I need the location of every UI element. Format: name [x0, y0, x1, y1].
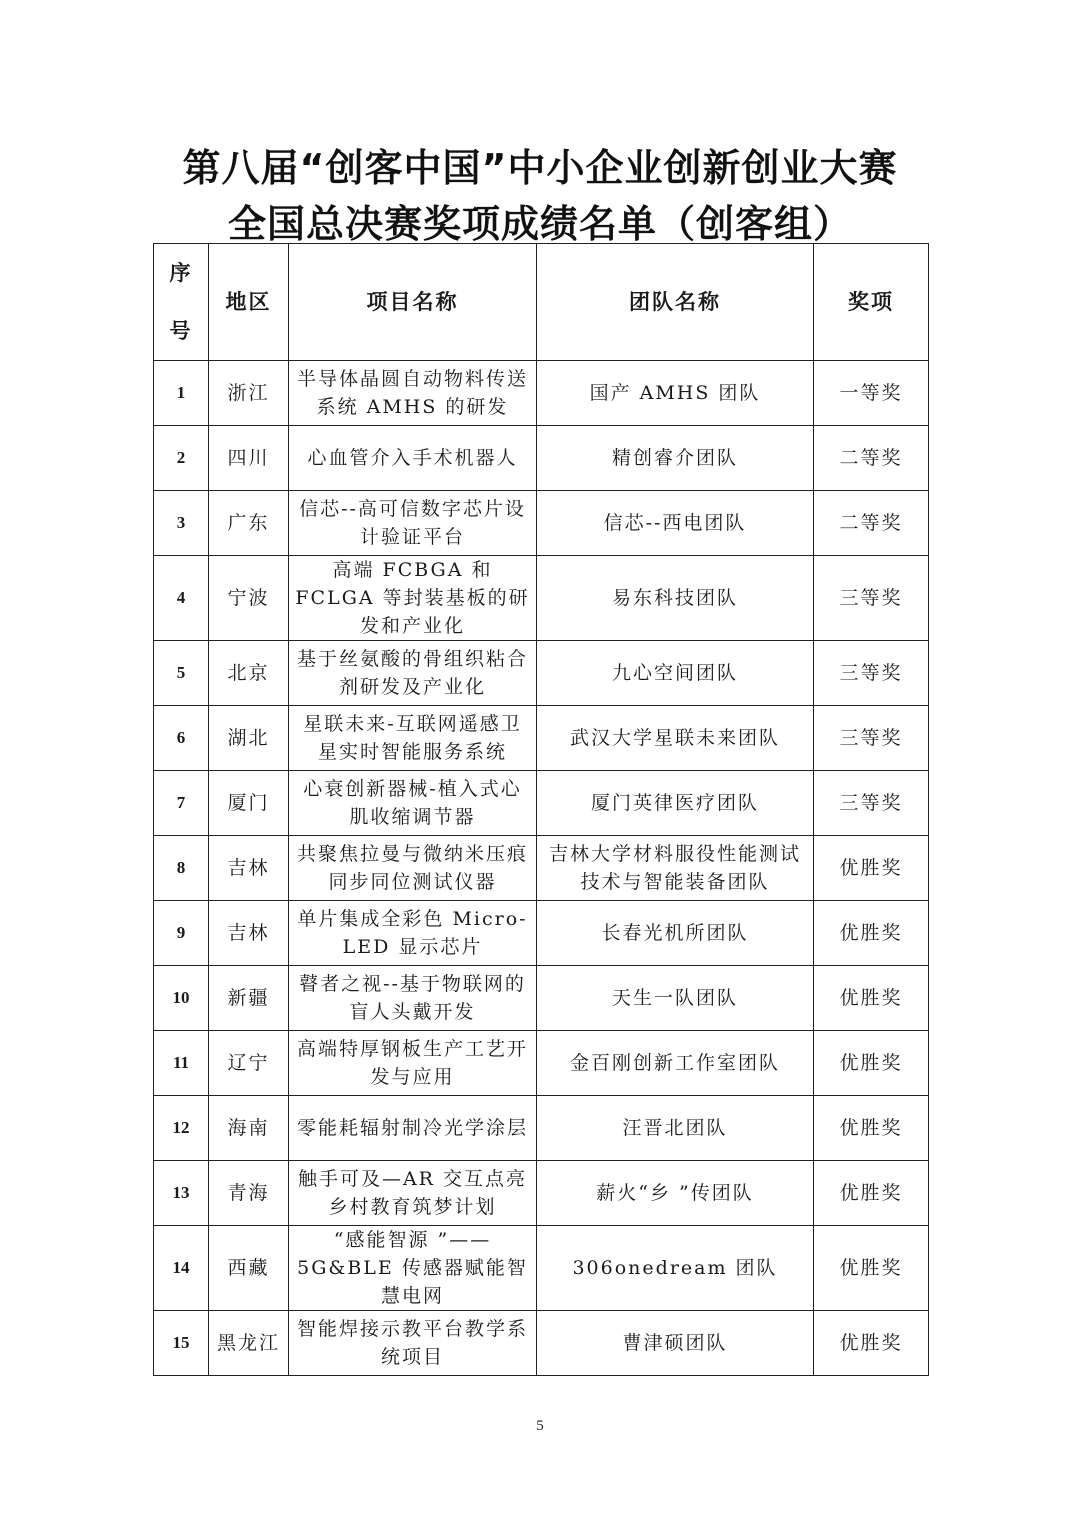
row-award: 二等奖	[814, 426, 929, 491]
row-award: 二等奖	[814, 491, 929, 556]
table-row	[154, 966, 929, 1031]
row-award: 优胜奖	[814, 836, 929, 901]
row-seq: 6	[154, 706, 209, 771]
table-row	[154, 361, 929, 426]
row-team: 306onedream 团队	[537, 1226, 814, 1311]
row-seq: 9	[154, 901, 209, 966]
row-team: 汪晋北团队	[537, 1096, 814, 1161]
row-project: 单片集成全彩色 Micro-LED 显示芯片	[289, 901, 537, 966]
document-title-line-1: 第八届“创客中国”中小企业创新创业大赛	[182, 146, 898, 190]
row-seq: 1	[154, 361, 209, 426]
table-row	[154, 556, 929, 641]
row-award: 优胜奖	[814, 1161, 929, 1226]
row-project: 高端特厚钢板生产工艺开发与应用	[289, 1031, 537, 1096]
row-seq: 8	[154, 836, 209, 901]
row-region: 四川	[209, 426, 289, 491]
row-region: 湖北	[209, 706, 289, 771]
row-project: 触手可及—AR 交互点亮乡村教育筑梦计划	[289, 1161, 537, 1226]
row-region: 北京	[209, 641, 289, 706]
table-row	[154, 1311, 929, 1376]
row-team: 吉林大学材料服役性能测试技术与智能装备团队	[537, 836, 814, 901]
page-number: 5	[536, 1418, 544, 1434]
row-region: 青海	[209, 1161, 289, 1226]
row-team: 精创睿介团队	[537, 426, 814, 491]
row-team: 国产 AMHS 团队	[537, 361, 814, 426]
table-row	[154, 771, 929, 836]
row-award: 优胜奖	[814, 966, 929, 1031]
row-seq: 4	[154, 556, 209, 641]
row-region: 辽宁	[209, 1031, 289, 1096]
row-team: 金百刚创新工作室团队	[537, 1031, 814, 1096]
table-row	[154, 1226, 929, 1311]
row-award: 优胜奖	[814, 1311, 929, 1376]
row-team: 九心空间团队	[537, 641, 814, 706]
row-project: 瞽者之视--基于物联网的盲人头戴开发	[289, 966, 537, 1031]
row-seq: 3	[154, 491, 209, 556]
row-project: 半导体晶圆自动物料传送系统 AMHS 的研发	[289, 361, 537, 426]
table-row	[154, 1096, 929, 1161]
table-row	[154, 1161, 929, 1226]
row-seq: 2	[154, 426, 209, 491]
row-seq: 5	[154, 641, 209, 706]
row-award: 三等奖	[814, 706, 929, 771]
row-region: 西藏	[209, 1226, 289, 1311]
header-region: 地区	[209, 244, 289, 361]
row-project: 共聚焦拉曼与微纳米压痕同步同位测试仪器	[289, 836, 537, 901]
row-project: 心血管介入手术机器人	[289, 426, 537, 491]
row-award: 优胜奖	[814, 1096, 929, 1161]
row-team: 信芯--西电团队	[537, 491, 814, 556]
row-seq: 15	[154, 1311, 209, 1376]
row-project: 心衰创新器械-植入式心肌收缩调节器	[289, 771, 537, 836]
row-region: 厦门	[209, 771, 289, 836]
row-award: 优胜奖	[814, 901, 929, 966]
row-project: 零能耗辐射制冷光学涂层	[289, 1096, 537, 1161]
row-region: 新疆	[209, 966, 289, 1031]
row-team: 曹津硕团队	[537, 1311, 814, 1376]
row-project: 高端 FCBGA 和 FCLGA 等封装基板的研发和产业化	[289, 556, 537, 641]
header-seq	[154, 244, 209, 361]
row-seq: 11	[154, 1031, 209, 1096]
document-title-line-2: 全国总决赛奖项成绩名单（创客组）	[227, 202, 852, 246]
row-team: 薪火“乡 ”传团队	[537, 1161, 814, 1226]
row-team: 易东科技团队	[537, 556, 814, 641]
row-region: 浙江	[209, 361, 289, 426]
row-project: 智能焊接示教平台教学系统项目	[289, 1311, 537, 1376]
row-seq: 14	[154, 1226, 209, 1311]
table-row	[154, 901, 929, 966]
table-row	[154, 641, 929, 706]
row-team: 武汉大学星联未来团队	[537, 706, 814, 771]
header-project: 项目名称	[289, 244, 537, 361]
row-project: 信芯--高可信数字芯片设计验证平台	[289, 491, 537, 556]
row-seq: 7	[154, 771, 209, 836]
awards-table	[153, 243, 929, 1376]
row-team: 天生一队团队	[537, 966, 814, 1031]
table-row	[154, 426, 929, 491]
table-row	[154, 836, 929, 901]
row-region: 海南	[209, 1096, 289, 1161]
row-award: 三等奖	[814, 771, 929, 836]
row-project: 星联未来-互联网遥感卫星实时智能服务系统	[289, 706, 537, 771]
row-region: 宁波	[209, 556, 289, 641]
row-award: 三等奖	[814, 641, 929, 706]
row-region: 广东	[209, 491, 289, 556]
header-seq-line-1: 序	[169, 260, 193, 285]
row-project: 基于丝氨酸的骨组织粘合剂研发及产业化	[289, 641, 537, 706]
row-team: 厦门英律医疗团队	[537, 771, 814, 836]
row-award: 优胜奖	[814, 1031, 929, 1096]
row-project: “感能智源 ”——5G&BLE 传感器赋能智慧电网	[289, 1226, 537, 1311]
row-region: 黑龙江	[209, 1311, 289, 1376]
header-award: 奖项	[814, 244, 929, 361]
header-seq-line-2: 号	[169, 318, 193, 343]
row-seq: 12	[154, 1096, 209, 1161]
row-seq: 10	[154, 966, 209, 1031]
row-award: 一等奖	[814, 361, 929, 426]
table-header-row	[154, 244, 929, 361]
row-team: 长春光机所团队	[537, 901, 814, 966]
table-row	[154, 491, 929, 556]
table-row	[154, 1031, 929, 1096]
row-region: 吉林	[209, 901, 289, 966]
row-award: 优胜奖	[814, 1226, 929, 1311]
row-award: 三等奖	[814, 556, 929, 641]
table-row	[154, 706, 929, 771]
row-seq: 13	[154, 1161, 209, 1226]
header-team: 团队名称	[537, 244, 814, 361]
row-region: 吉林	[209, 836, 289, 901]
